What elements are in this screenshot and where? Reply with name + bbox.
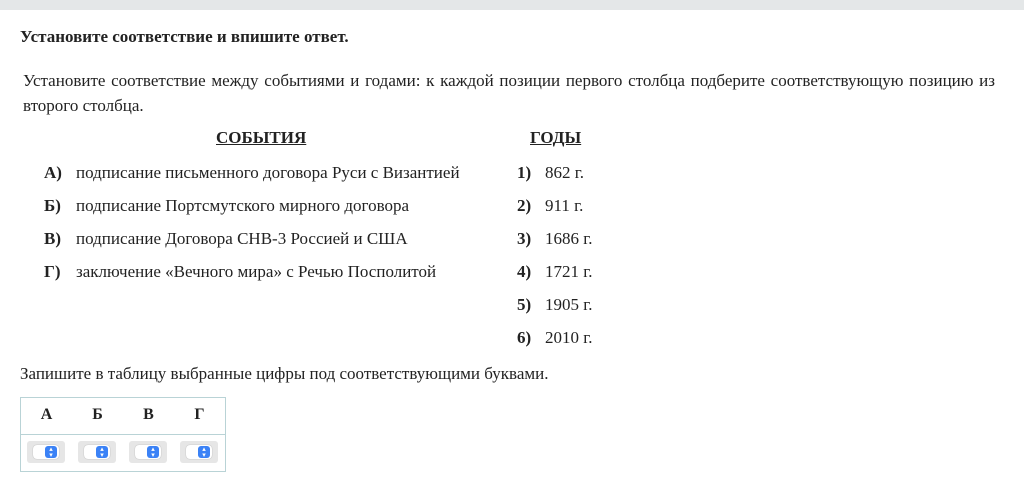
year-number: 2) <box>517 196 532 215</box>
select-box <box>84 445 110 459</box>
year-number: 3) <box>517 229 532 248</box>
events-column-header: СОБЫТИЯ <box>216 128 307 147</box>
top-bar <box>0 0 1024 10</box>
answer-instruction: Запишите в таблицу выбранные цифры под соответствующими буквами. <box>20 364 549 383</box>
event-item-b <box>44 196 410 216</box>
year-text: 1686 г. <box>545 229 593 248</box>
event-item-g <box>44 262 437 282</box>
answer-select-g[interactable] <box>180 441 218 463</box>
year-number: 6) <box>517 328 532 347</box>
answer-header-row <box>21 398 225 435</box>
answer-select-v[interactable] <box>129 441 167 463</box>
event-letter: Б) <box>44 196 61 215</box>
select-box <box>135 445 161 459</box>
updown-chevron-icon: ▴ ▾ <box>45 446 57 458</box>
select-box <box>33 445 59 459</box>
year-item-6 <box>517 328 593 348</box>
task-intro: Установите соответствие между событиями и годами: к каждой позиции первого столбца подберите соответствующую позицию из второго столбца. <box>23 71 995 115</box>
answer-header-a: А <box>40 406 53 423</box>
year-number: 1) <box>517 163 532 182</box>
answer-header-g: Г <box>194 406 205 423</box>
event-text: подписание Портсмутского мирного договора <box>76 196 410 215</box>
event-letter: А) <box>44 163 62 182</box>
event-text: подписание Договора СНВ-3 Россией и США <box>76 229 408 248</box>
year-item-1 <box>517 163 585 183</box>
event-letter: В) <box>44 229 61 248</box>
year-text: 911 г. <box>545 196 584 215</box>
task-heading: Установите соответствие и впишите ответ. <box>20 27 349 46</box>
updown-chevron-icon: ▴ ▾ <box>198 446 210 458</box>
answer-table <box>20 397 226 472</box>
year-item-5 <box>517 295 593 315</box>
event-item-v <box>44 229 408 249</box>
answer-select-a[interactable] <box>27 441 65 463</box>
years-column-header: ГОДЫ <box>530 128 582 147</box>
select-box <box>186 445 212 459</box>
year-number: 4) <box>517 262 532 281</box>
year-text: 2010 г. <box>545 328 593 347</box>
answer-header-v: В <box>143 406 154 423</box>
event-letter: Г) <box>44 262 61 281</box>
year-item-4 <box>517 262 593 282</box>
year-text: 1721 г. <box>545 262 593 281</box>
answer-select-b[interactable] <box>78 441 116 463</box>
year-text: 862 г. <box>545 163 585 182</box>
answer-header-b: Б <box>92 406 103 423</box>
year-item-3 <box>517 229 593 249</box>
updown-chevron-icon: ▴ ▾ <box>96 446 108 458</box>
event-item-a <box>44 163 460 183</box>
updown-chevron-icon: ▴ ▾ <box>147 446 159 458</box>
year-item-2 <box>517 196 584 216</box>
event-text: подписание письменного договора Руси с Византией <box>76 163 460 182</box>
event-text: заключение «Вечного мира» с Речью Посполитой <box>76 262 437 281</box>
year-number: 5) <box>517 295 532 314</box>
year-text: 1905 г. <box>545 295 593 314</box>
